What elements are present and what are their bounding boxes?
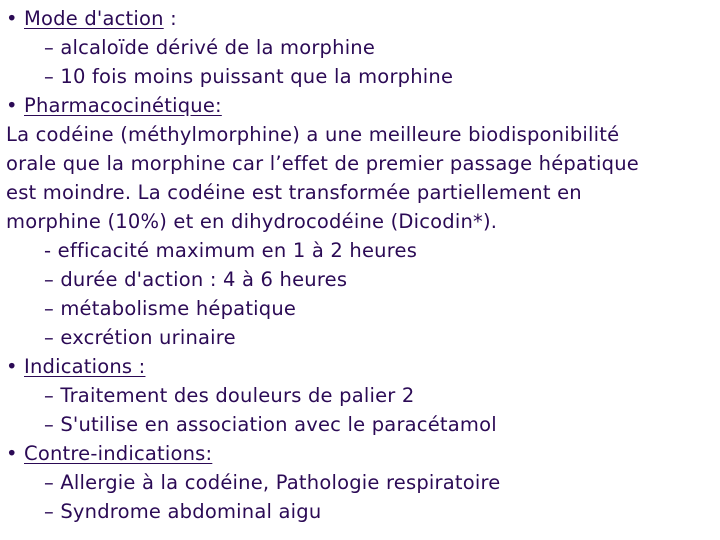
bullet-icon: • xyxy=(6,355,18,378)
list-item: – Traitement des douleurs de palier 2 xyxy=(44,384,415,407)
heading-mode-action-suffix: : xyxy=(163,7,177,30)
list-item: – excrétion urinaire xyxy=(44,326,236,349)
heading-indications: Indications : xyxy=(24,355,146,378)
bullet-icon: • xyxy=(6,442,18,465)
heading-contre-indications: Contre-indications: xyxy=(24,442,213,465)
list-item: – alcaloïde dérivé de la morphine xyxy=(44,36,376,59)
list-item: – métabolisme hépatique xyxy=(44,297,297,320)
slide-content xyxy=(6,4,716,526)
section-mode-action-header xyxy=(6,4,716,33)
list-item: – durée d'action : 4 à 6 heures xyxy=(44,268,348,291)
heading-mode-action: Mode d'action xyxy=(24,7,164,30)
list-item: - efficacité maximum en 1 à 2 heures xyxy=(44,239,418,262)
pharmaco-paragraph xyxy=(6,120,714,236)
paragraph-line: morphine (10%) et en dihydrocodéine (Dicodin*). xyxy=(6,210,498,233)
section-contre-indications-header xyxy=(6,439,716,468)
paragraph-line: est moindre. La codéine est transformée partiellement en xyxy=(6,181,582,204)
paragraph-line: La codéine (méthylmorphine) a une meilleure biodisponibilité xyxy=(6,123,620,146)
list-item: – Allergie à la codéine, Pathologie respiratoire xyxy=(44,471,501,494)
bullet-icon: • xyxy=(6,94,18,117)
bullet-icon: • xyxy=(6,7,18,30)
paragraph-line: orale que la morphine car l’effet de premier passage hépatique xyxy=(6,152,639,175)
section-indications-header xyxy=(6,352,716,381)
heading-pharmacocinetique: Pharmacocinétique: xyxy=(24,94,222,117)
section-pharmaco-header xyxy=(6,91,716,120)
list-item: – Syndrome abdominal aigu xyxy=(44,500,322,523)
list-item: – S'utilise en association avec le paracétamol xyxy=(44,413,497,436)
list-item: – 10 fois moins puissant que la morphine xyxy=(44,65,454,88)
